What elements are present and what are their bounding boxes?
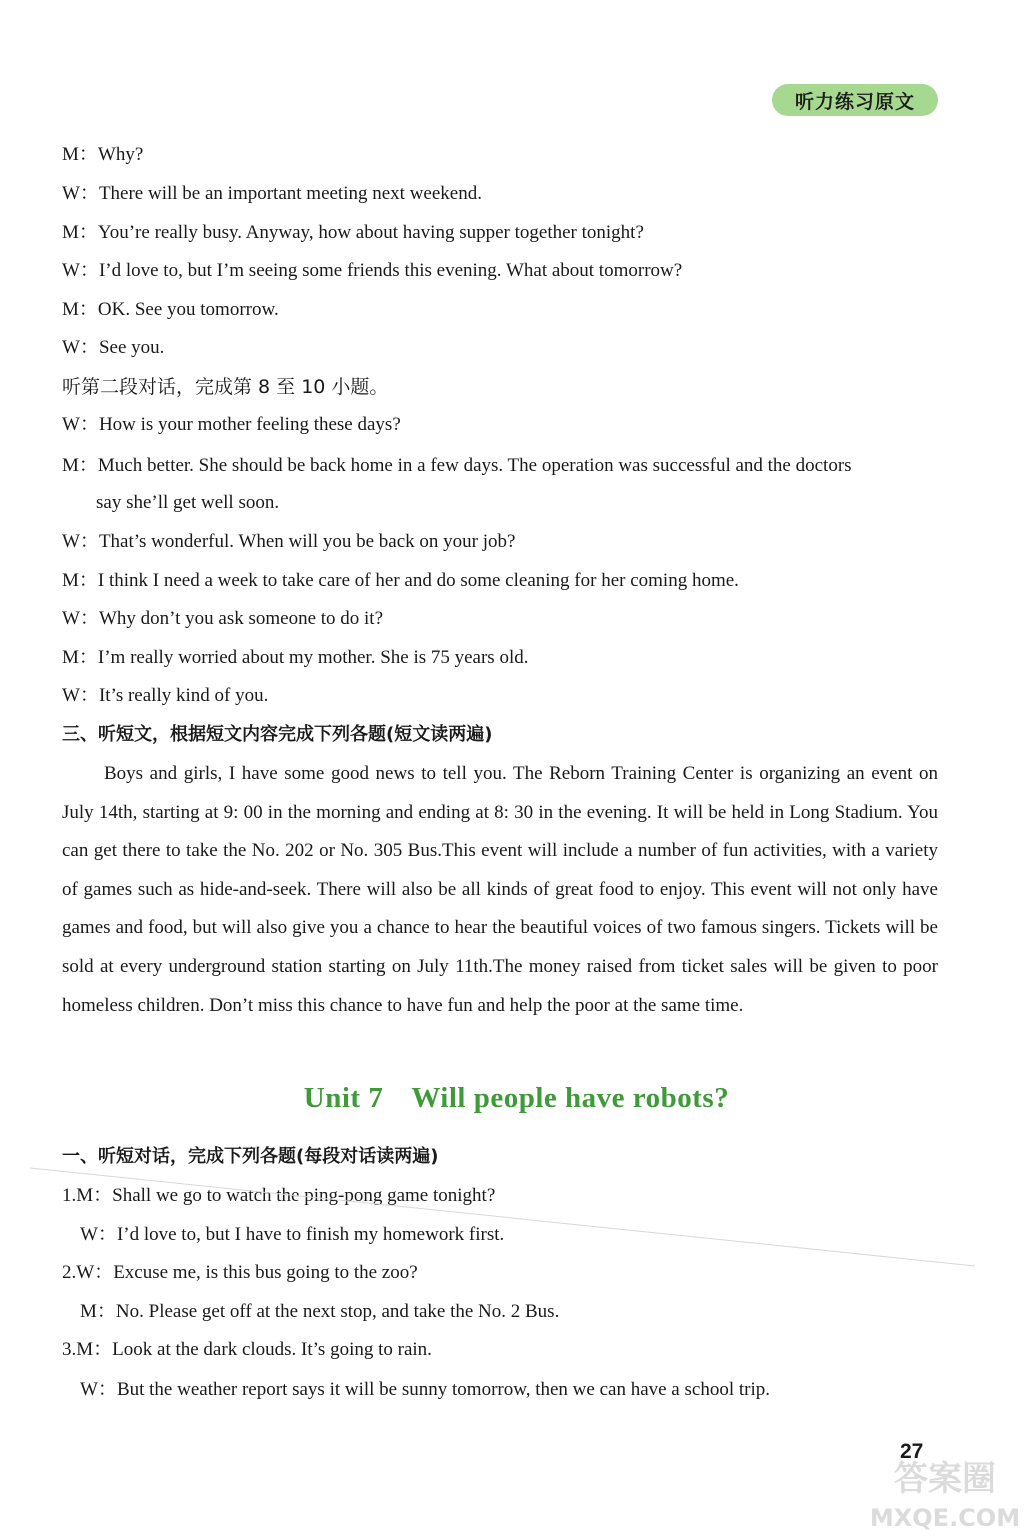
line-text: I’d love to, but I’m seeing some friends this evening. What about tomorrow? — [98, 260, 683, 281]
unit-name: Will people have robots? — [411, 1082, 730, 1114]
section-tag: 听力练习原文 — [772, 84, 938, 116]
unit-number: Unit 7 — [303, 1082, 384, 1114]
line-text: Shall we go to watch the ping-pong game tonight? — [112, 1185, 496, 1206]
dialogue-line — [62, 684, 268, 708]
line-text: I’m really worried about my mother. She is 75 years old. — [97, 647, 529, 668]
listening-passage: Boys and girls, I have some good news to tell you. The Reborn Training Center is organizing an event on July 14th, starting at 9: 00 in the morning and ending at 8: 30 in the evening. It will be held in Long Stadium. You can get there to take the No. 202 or No. 305 Bus.This event will include a number of fun activities, with a variety of games such as hide-and-seek. There will also be all kinds of great food to enjoy. This event will not only have games and food, but will also give you a chance to hear the beautiful voices of two famous singers. Tickets will be sold at every underground station starting on July 11th.The money raised from ticket sales will be given to poor homeless children. Don’t miss this chance to have fun and help the poor at the same time. — [62, 763, 938, 1016]
line-text: I’d love to, but I have to finish my homework first. — [116, 1224, 505, 1245]
line-text: How is your mother feeling these days? — [98, 414, 401, 435]
speaker: M： — [62, 455, 98, 476]
dialogue-line — [62, 298, 279, 322]
dialogue-line — [62, 259, 682, 283]
line-text: That’s wonderful. When will you be back on your job? — [98, 531, 516, 552]
dialogue-line — [62, 530, 515, 554]
watermark-logo — [860, 1448, 1030, 1534]
dialogue-line — [62, 454, 938, 478]
speaker: W： — [62, 337, 99, 358]
line-text: Why don’t you ask someone to do it? — [98, 608, 384, 629]
dialogue-line — [62, 413, 401, 437]
section-heading-dialog2: 听第二段对话，完成第 8 至 10 小题。 — [62, 376, 389, 398]
speaker: M： — [80, 1301, 116, 1322]
speaker: W： — [62, 183, 99, 204]
question-line — [80, 1300, 559, 1324]
line-text: Why? — [97, 144, 144, 165]
watermark-url: MXQE.COM — [869, 1504, 1021, 1532]
speaker: W： — [80, 1379, 117, 1400]
line-text: say she’ll get well soon. — [96, 492, 280, 513]
watermark-text: 答案圈 — [894, 1459, 996, 1499]
unit-title — [0, 1082, 1033, 1115]
line-text: Look at the dark clouds. It’s going to rain. — [112, 1339, 432, 1360]
speaker: W： — [62, 608, 99, 629]
question-label: 2.W： — [62, 1262, 114, 1283]
speaker: W： — [62, 685, 99, 706]
line-text: Much better. She should be back home in a few days. The operation was successful and the doctors — [97, 455, 852, 476]
line-text: It’s really kind of you. — [98, 685, 269, 706]
question-line — [62, 1338, 432, 1362]
line-text: Excuse me, is this bus going to the zoo? — [113, 1262, 418, 1283]
speaker: M： — [62, 222, 98, 243]
question-line — [80, 1378, 770, 1402]
dialogue-line — [62, 221, 644, 245]
dialogue-line — [62, 182, 482, 206]
dialogue-line — [62, 607, 383, 631]
question-label: 1.M： — [62, 1185, 113, 1206]
line-text: No. Please get off at the next stop, and take the No. 2 Bus. — [115, 1301, 560, 1322]
line-text: There will be an important meeting next weekend. — [98, 183, 482, 204]
section-heading-three: 三、听短文，根据短文内容完成下列各题(短文读两遍) — [62, 724, 493, 745]
speaker: W： — [62, 531, 99, 552]
speaker: W： — [62, 260, 99, 281]
speaker: W： — [80, 1224, 117, 1245]
speaker: W： — [62, 414, 99, 435]
dialogue-line — [62, 646, 528, 670]
page-number: 27 — [900, 1440, 924, 1463]
question-label: 3.M： — [62, 1339, 113, 1360]
dialogue-line — [62, 569, 739, 593]
line-text: See you. — [98, 337, 165, 358]
speaker: M： — [62, 299, 98, 320]
page-fold-line — [30, 1166, 975, 1286]
line-text: You’re really busy. Anyway, how about having supper together tonight? — [97, 222, 644, 243]
dialogue-line-continued — [96, 491, 279, 515]
speaker: M： — [62, 570, 98, 591]
line-text: OK. See you tomorrow. — [97, 299, 279, 320]
speaker: M： — [62, 144, 98, 165]
dialogue-line — [62, 336, 164, 360]
line-text: I think I need a week to take care of her and do some cleaning for her coming home. — [97, 570, 739, 591]
line-text: But the weather report says it will be sunny tomorrow, then we can have a school trip. — [116, 1379, 770, 1400]
dialogue-line — [62, 143, 143, 167]
speaker: M： — [62, 647, 98, 668]
section-heading-one: 一、听短对话，完成下列各题(每段对话读两遍) — [62, 1146, 439, 1167]
